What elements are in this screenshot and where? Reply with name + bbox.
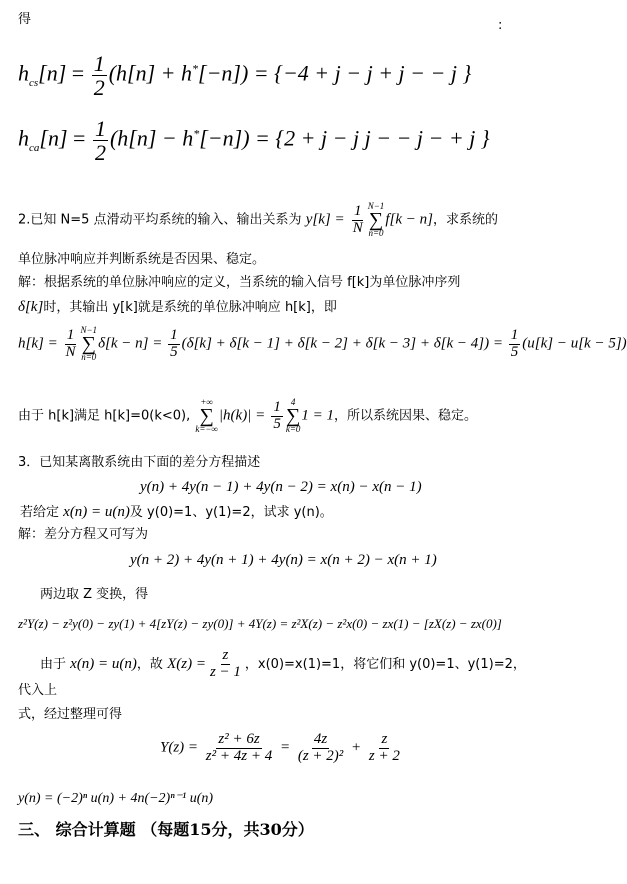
q3-difference-equation-2: y(n + 2) + 4y(n + 1) + 4y(n) = x(n + 2) − x(n + 1) — [130, 552, 437, 568]
hca-body2: [−n]) = {2 + j − j j − − j − + j } — [199, 125, 490, 151]
hca-star: * — [193, 126, 200, 141]
q2-solution-line: 解：根据系统的单位脉冲响应的定义，当系统的输入信号 f[k]为单位脉冲序列 — [18, 275, 461, 290]
causality-line: 由于 h[k]满足 h[k]=0(k<0), +∞ ∑ k=−∞ |h(k)| = $\frac{1}{5}$ 4 ∑ k=0 1 = 1，所以系统因果、稳定。 — [18, 397, 478, 434]
hcs-sub: cs — [29, 77, 39, 90]
hcs-half: $\frac{1}{2}$ — [93, 51, 105, 101]
hca-lhs: h — [18, 125, 29, 151]
hcs-body2: [−n]) = {−4 + j − j + j − − j } — [198, 60, 472, 86]
top-word: 得 — [18, 12, 32, 27]
equation-hca: $h_{ca}[n]$ = $\frac{1}{2}$ (h[n] − h*[−n]) = {2 + j − j j − − j − + j } — [18, 116, 490, 166]
Yz-equation: Y(z) = $\frac{\text{z² + 6z}}{\text{z² + 4z + 4}}$ = $\frac{4z}{\text{(z + 2)²}}$ + $\frac{z}{z + 2}$ — [160, 731, 400, 764]
hcs-lhs: h — [18, 60, 29, 86]
z-transform-text: 两边取 Z 变换，得 — [40, 587, 149, 602]
since-line: 由于 x(n) = u(n)，故 X(z) = $\frac{z}{z - 1}$ ，x(0)=x(1)=1，将它们和 y(0)=1、y(1)=2， — [40, 647, 526, 680]
yn-result: y(n) = (−2)ⁿ u(n) + 4n(−2)ⁿ⁻¹ u(n) — [18, 791, 214, 806]
hca-half: $\frac{1}{2}$ — [94, 116, 106, 166]
hcs-body: (h[n] + h — [108, 60, 193, 86]
q3-statement: 3．已知某离散系统由下面的差分方程描述 — [18, 455, 261, 470]
q3-given: 若给定 x(n) = u(n)及 y(0)=1、y(1)=2，试求 y(n)。 — [20, 504, 333, 520]
hca-body: (h[n] − h — [109, 125, 194, 151]
q3-solution-intro: 解：差分方程又可写为 — [18, 527, 149, 542]
hca-sub: ca — [29, 142, 40, 155]
q2-frac: $\frac{1}{N}$ — [352, 202, 363, 236]
equation-hcs: $h_{cs}[n]$ = $\frac{1}{2}$ (h[n] + h*[−n]) = {−4 + j − j + j − − j } — [18, 51, 472, 101]
substitute-text: 代入上 — [18, 683, 58, 698]
section-heading: 三、 综合计算题 （每题15分，共30分） — [18, 820, 314, 839]
hca-arg: [n] — [39, 125, 68, 151]
q2-sum: N−1 ∑ n=0 — [367, 201, 385, 238]
hk-equation: h[k] = $\frac{1}{N}$ N−1 ∑ n=0 δ[k − n] = $\frac{1}{5}$ (δ[k] + δ[k − 1] + δ[k − 2] + δ[k − 3] + δ[k − 4]) = $\frac{1}{5}$ (u[k] − u[k − 5]) — [18, 325, 627, 362]
q2-line4: δ[k]时，其输出 y[k]就是系统的单位脉冲响应 h[k]，即 — [18, 299, 337, 315]
q2-line2: 单位脉冲响应并判断系统是否因果、稳定。 — [18, 252, 266, 267]
hcs-star: * — [192, 61, 199, 76]
hcs-arg: [n] — [38, 60, 67, 86]
top-colon: : — [498, 18, 503, 33]
q3-difference-equation: y(n) + 4y(n − 1) + 4y(n − 2) = x(n) − x(n − 1) — [140, 479, 422, 495]
z-transform-equation: z²Y(z) − z²y(0) − zy(1) + 4[zY(z) − zy(0)] + 4Y(z) = z²X(z) − z²x(0) − zx(1) − [zX(z) − zx(0)] — [18, 616, 502, 631]
simplify-text: 式，经过整理可得 — [18, 707, 123, 722]
q2-statement: 2.已知 N=5 点滑动平均系统的输入、输出关系为 y[k] = $\frac{1}{N}$ N−1 ∑ n=0 f[k − n]，求系统的 — [18, 201, 498, 238]
